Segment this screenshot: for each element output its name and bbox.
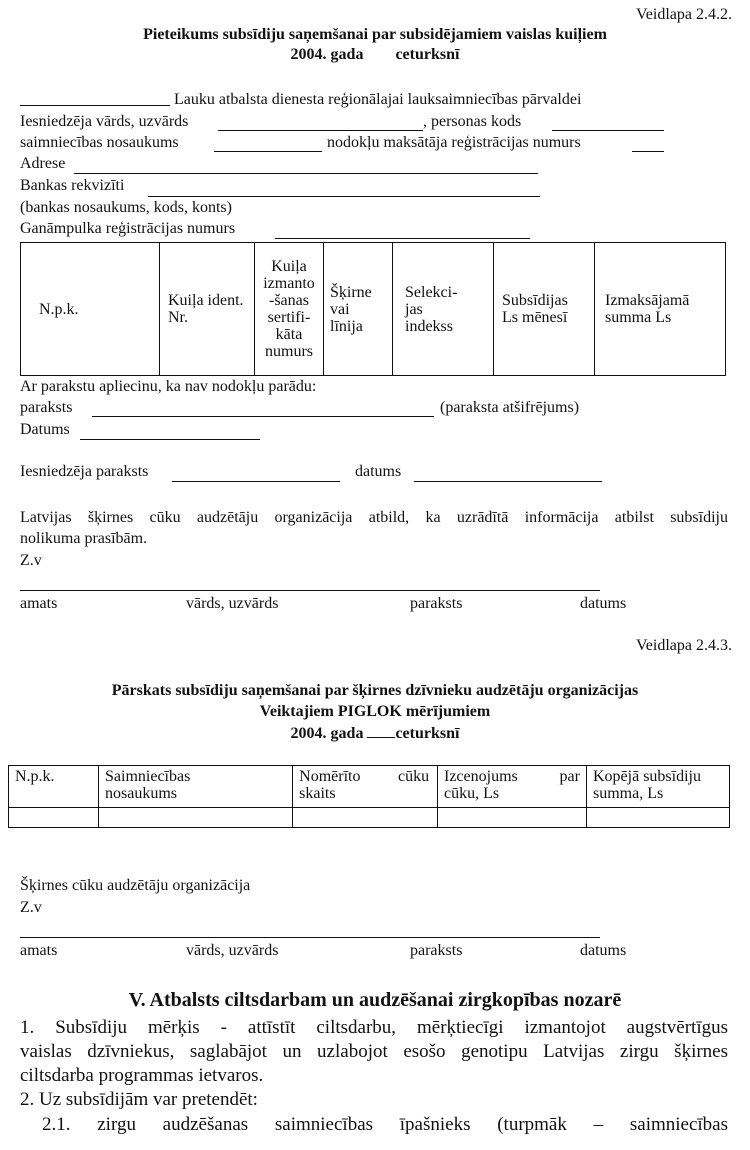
table-row	[21, 243, 726, 376]
applicant-date-field[interactable]	[414, 481, 602, 482]
tax-field[interactable]	[632, 151, 664, 152]
address-label: Adrese	[20, 155, 66, 172]
col-total	[587, 766, 730, 808]
name-label: Iesniedzēja vārds, uzvārds	[20, 113, 189, 130]
sig-amats: amats	[20, 595, 58, 612]
price-header-text: Izcenojums par cūku, Ls	[443, 768, 580, 802]
date-field[interactable]	[80, 439, 260, 440]
farm-header-text: Saimniecības nosaukums	[105, 768, 191, 802]
col-certificate	[255, 243, 324, 376]
personal-code-field[interactable]	[552, 130, 664, 131]
form-subtitle	[0, 46, 750, 64]
form2-org: Šķirnes cūku audzētāju organizācija	[20, 877, 251, 894]
farm-field[interactable]	[214, 151, 322, 152]
col-subsidy	[494, 243, 595, 376]
paragraph-2: 2. Uz subsīdijām var pretendēt:	[20, 1089, 258, 1110]
form-number: Veidlapa 2.4.2.	[636, 6, 732, 23]
form2-signature-line[interactable]	[20, 937, 600, 938]
breed-header-text: Šķirne vai līnija	[330, 283, 372, 335]
amount-header-text: Izmaksājamā summa Ls	[605, 292, 690, 326]
piglok-table	[8, 765, 730, 828]
form2-quarter-text: ceturksnī	[395, 725, 460, 742]
table-cell[interactable]	[293, 808, 438, 828]
form2-sig-name: vārds, uzvārds	[186, 942, 279, 959]
form2-sig-date: datums	[580, 942, 627, 959]
dept-text: Lauku atbalsta dienesta reģionālajai lauksaimniecības pārvaldei	[174, 91, 582, 108]
quarter-text: ceturksnī	[395, 46, 460, 63]
table-cell[interactable]	[99, 808, 293, 828]
form2-number: Veidlapa 2.4.3.	[636, 637, 732, 654]
col-selection	[393, 243, 494, 376]
col-npk: N.p.k.	[21, 243, 160, 376]
signature-label: paraksts	[20, 399, 73, 416]
certificate-header-text: Kuiļa izmanto -šanas sertifi- kāta numurs	[263, 258, 315, 360]
bank-label: Bankas rekvizīti	[20, 177, 125, 194]
stamp-place: Z.v	[20, 552, 42, 569]
sig-signature: paraksts	[410, 595, 463, 612]
no-debt-text: Ar parakstu apliecinu, ka nav nodokļu parādu:	[20, 378, 317, 395]
farm-label: saimniecības nosaukums	[20, 134, 179, 151]
total-header-text: Kopējā subsīdiju summa, Ls	[593, 768, 701, 802]
herd-field[interactable]	[275, 238, 530, 239]
bank-hint: (bankas nosaukums, kods, konts)	[20, 199, 232, 216]
table-cell[interactable]	[437, 808, 586, 828]
paragraph-1-line1: 1. Subsīdiju mērķis - attīstīt ciltsdarbu, mērķtiecīgi izmantojot augstvērtīgus	[20, 1017, 728, 1038]
col-amount	[595, 243, 726, 376]
address-field[interactable]	[74, 173, 538, 174]
paragraph-1-line3: ciltsdarba programmas ietvaros.	[20, 1065, 264, 1086]
form2-quarter	[0, 724, 750, 743]
col-npk: N.p.k.	[9, 766, 99, 808]
bank-field[interactable]	[148, 196, 540, 197]
date-label: Datums	[20, 421, 70, 438]
org-statement-line1: Latvijas šķirnes cūku audzētāju organizācija atbild, ka uzrādītā informācija atbilst subsīdiju	[20, 509, 728, 526]
col-price	[437, 766, 586, 808]
col-count	[293, 766, 438, 808]
subsidy-header-text: Subsīdijas Ls mēnesī	[502, 292, 568, 326]
form2-subtitle: Veiktajiem PIGLOK mērījumiem	[259, 703, 491, 720]
col-breed	[324, 243, 393, 376]
form2-sig-signature: paraksts	[410, 942, 463, 959]
applicant-signature-field[interactable]	[172, 481, 340, 482]
herd-label: Ganāmpulka reģistrācijas numurs	[20, 220, 236, 237]
applicant-signature-label: Iesniedzēja paraksts	[20, 463, 149, 480]
tax-label: nodokļu maksātāja reģistrācijas numurs	[327, 134, 581, 151]
signature-field[interactable]	[92, 416, 434, 417]
official-signature-line[interactable]	[20, 590, 600, 591]
form2-year-text: 2004. gada	[290, 725, 368, 742]
table-cell[interactable]	[587, 808, 730, 828]
table-cell[interactable]	[9, 808, 99, 828]
form-title: Pieteikums subsīdiju saņemšanai par subsidējamiem vaislas kuiļiem	[143, 26, 607, 43]
signature-decode: (paraksta atšifrējums)	[440, 399, 580, 416]
applicant-date-label: datums	[355, 463, 402, 480]
sig-name: vārds, uzvārds	[186, 595, 279, 612]
form2-stamp-place: Z.v	[20, 899, 42, 916]
table-row	[9, 766, 730, 808]
section-heading: V. Atbalsts ciltsdarbam un audzēšanai zirgkopības nozarē	[128, 989, 622, 1011]
org-statement-line2: nolikuma prasībām.	[20, 530, 148, 547]
count-header-text: Nomērīto cūku skaits	[299, 768, 430, 802]
form2-sig-amats: amats	[20, 942, 58, 959]
name-field[interactable]	[218, 130, 423, 131]
personal-code-label: , personas kods	[423, 113, 522, 130]
paragraph-2-1: 2.1. zirgu audzēšanas saimniecības īpašnieks (turpmāk – saimniecības	[42, 1114, 728, 1135]
form2-title: Pārskats subsīdiju saņemšanai par šķirnes dzīvnieku audzētāju organizācijas	[111, 682, 639, 699]
selection-header-text: Selekci- jas indekss	[405, 283, 458, 335]
year-text: 2004. gada	[290, 46, 368, 63]
sig-date: datums	[580, 595, 627, 612]
paragraph-1-line2: vaislas dzīvniekus, saglabājot un uzlabojot esošo genotipu Latvijas zirgu šķirnes	[20, 1041, 728, 1062]
col-farm	[99, 766, 293, 808]
col-boar-id: Kuiļa ident. Nr.	[160, 243, 255, 376]
table-row	[9, 808, 730, 828]
boar-table	[20, 242, 726, 376]
dept-blank[interactable]	[20, 105, 170, 106]
